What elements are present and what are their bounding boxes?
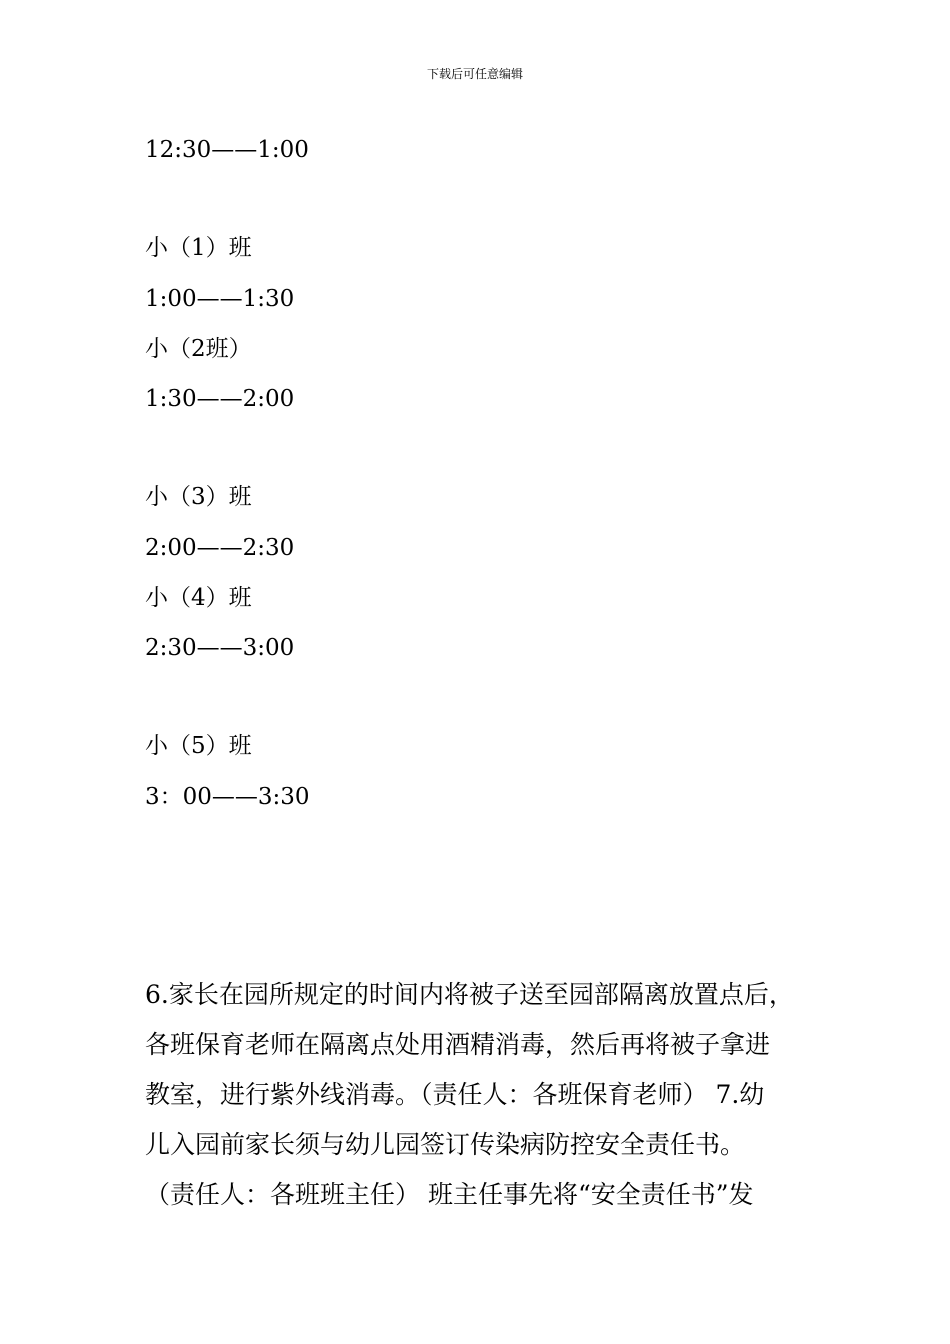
schedule-class-4: 小（4）班 [145,585,252,611]
paragraph-line: 6.家长在园所规定的时间内将被子送至园部隔离放置点后， [145,980,794,1009]
schedule-time-4: 2:30——3:00 [145,635,295,661]
schedule-class-2: 小（2班） [145,336,252,362]
schedule-class-5: 小（5）班 [145,733,252,759]
schedule-time-0: 12:30——1:00 [145,137,309,163]
paragraph-line: 各班保育老师在隔离点处用酒精消毒，然后再将被子拿进 [145,1030,771,1059]
paragraph-line: 教室，进行紫外线消毒。（责任人：各班保育老师） 7.幼 [145,1080,765,1109]
body-paragraph [145,970,835,1220]
schedule-time-2: 1:30——2:00 [145,386,295,412]
schedule-time-5: 3：00——3:30 [145,784,310,810]
page-header-note: 下载后可任意编辑 [426,67,523,81]
schedule-time-3: 2:00——2:30 [145,535,295,561]
paragraph-line: 儿入园前家长须与幼儿园签订传染病防控安全责任书。 [145,1130,746,1159]
paragraph-line: （责任人：各班班主任） 班主任事先将“安全责任书”发 [145,1180,754,1209]
schedule-class-1: 小（1）班 [145,235,252,261]
schedule-time-1: 1:00——1:30 [145,286,295,312]
schedule-class-3: 小（3）班 [145,484,252,510]
